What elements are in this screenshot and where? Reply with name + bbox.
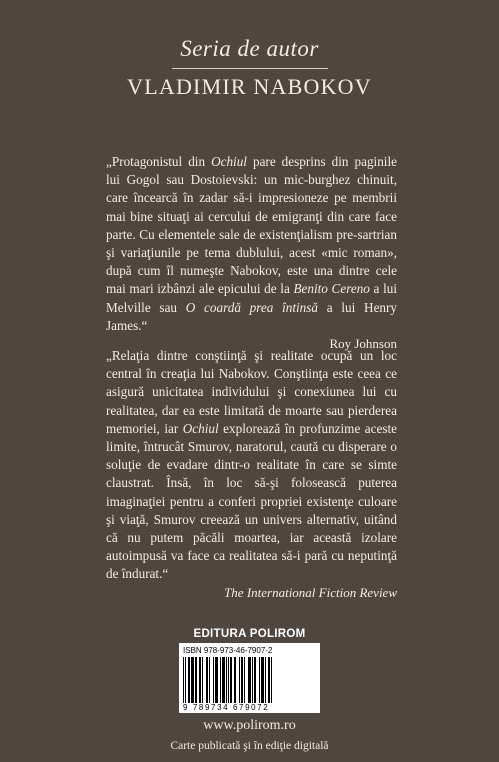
- quote-1-text-b: pare desprins din paginile lui Gogol sau Dostoievski: un mic-burghez chinuit, care încearcă în zadar să-i impresioneze pe membrii mai bine situaţi ai cercului de emigranţi din care face parte. Cu elementele sale de existenţialism pre-sartrian şi variaţiunile pe tema dublului, acest «mic roman», după cum îl numeşte Nabokov, este una dintre cele mai mari izbânzi ale epicului de la: [106, 154, 397, 297]
- barcode-bar: [272, 657, 274, 703]
- review-quote-2: [106, 347, 397, 602]
- quote-2-attribution: The International Fiction Review: [224, 584, 397, 600]
- publisher-name: EDITURA POLIROM: [193, 628, 306, 640]
- quote-1-title-ochiul: Ochiul: [211, 154, 247, 169]
- quote-1-title-benito-cereno: Benito Cereno: [293, 281, 370, 297]
- quote-1-text-c: a lui Melville sau: [106, 281, 397, 315]
- digital-edition-note: Carte publicată şi în ediţie digitală: [170, 740, 329, 752]
- quote-1-body: [106, 153, 397, 335]
- series-title: Seria de autor: [180, 36, 319, 61]
- header-divider: [172, 68, 328, 69]
- quote-2-text-b: explorează în profunzime aceste limite, întrucât Smurov, naratorul, caută cu disperare o soluţie de evadare dintr-o realitate în care se simte claustrat. Însă, în loc să-şi folosească puterea imaginaţiei pentru a conferi propriei existenţe culoare şi viaţă, Smurov creează un univers alternativ, uitând că nu putem păcăli moartea, iar această izolare autoimpusă va face ca realitatea să-i pară cu neputinţă de îndurat.“: [106, 420, 398, 582]
- publisher-website: www.polirom.ro: [203, 718, 296, 733]
- quote-1-title-coarda: O coardă prea întinsă: [185, 299, 319, 315]
- review-quote-1: [106, 153, 397, 353]
- quote-2-text-a: „Relaţia dintre conştiinţă şi realitate ocupă un loc central în creaţia lui Nabokov. Conştiinţa este ceea ce asigură unicitatea individului şi conexiunea lui cu realitatea, dar ea este limitată de moarte sau pierderea memoriei, iar: [106, 348, 397, 436]
- quote-2-body: [106, 347, 397, 584]
- quote-1-text-d: a lui Henry James.“: [106, 299, 398, 333]
- isbn-label: ISBN 978-973-46-7907-2: [183, 646, 273, 655]
- quote-2-title-ochiul: Ochiul: [182, 420, 219, 436]
- publisher-block: [0, 628, 499, 752]
- barcode-bars: [183, 657, 316, 703]
- barcode-number: 9 789734 679072: [183, 703, 270, 712]
- author-name: VLADIMIR NABOKOV: [127, 74, 372, 99]
- cover-header: [0, 36, 499, 100]
- quote-1-attribution: Roy Johnson: [329, 336, 397, 352]
- isbn-barcode: [179, 643, 320, 713]
- quote-1-text-a: „Protagonistul din: [106, 154, 212, 169]
